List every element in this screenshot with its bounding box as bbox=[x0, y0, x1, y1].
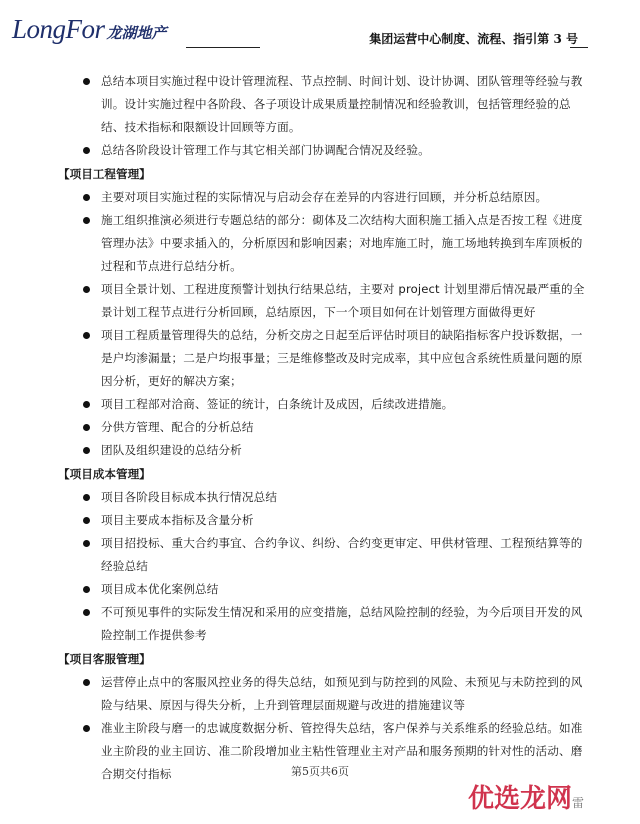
list-item-text: 准业主阶段与磨一的忠诚度数据分析、管控得失总结，客户保养与关系维系的经验总结。如准业主阶段的业主回访、准二阶段增加业主粘性管理业主对产品和服务预期的针对性的活动、磨合期交付指标 bbox=[101, 721, 583, 781]
list-item-text: 总结本项目实施过程中设计管理流程、节点控制、时间计划、设计协调、团队管理等经验与教训。设计实施过程中各阶段、各子项设计成果质量控制情况和经验教训，包括管理经验的总结、技术指标和限额设计回顾等方面。 bbox=[101, 74, 583, 134]
bullet-icon bbox=[83, 447, 90, 454]
list-item bbox=[58, 139, 590, 162]
document-body bbox=[58, 70, 590, 786]
list-item-text: 项目工程部对洽商、签证的统计，白条统计及成因，后续改进措施。 bbox=[101, 397, 454, 411]
bullet-icon bbox=[83, 78, 90, 85]
logo-latin-text: LongFor bbox=[12, 14, 105, 44]
list-item bbox=[58, 70, 590, 139]
longfor-logo bbox=[12, 14, 167, 45]
list-item bbox=[58, 416, 590, 439]
bullet-icon bbox=[83, 194, 90, 201]
list-item-text: 项目主要成本指标及含量分析 bbox=[101, 513, 254, 527]
list-item bbox=[58, 671, 590, 717]
page-number: 第5页共6页 bbox=[291, 765, 349, 778]
header-underline-right bbox=[570, 47, 588, 48]
bullet-icon bbox=[83, 494, 90, 501]
list-item bbox=[58, 532, 590, 578]
bullet-icon bbox=[83, 586, 90, 593]
bullet-icon bbox=[83, 147, 90, 154]
list-item-text: 主要对项目实施过程的实际情况与启动会存在差异的内容进行回顾，并分析总结原因。 bbox=[101, 190, 548, 204]
page-header bbox=[0, 0, 640, 62]
list-item bbox=[58, 278, 590, 324]
list-item bbox=[58, 509, 590, 532]
watermark-text: 优选龙网 bbox=[468, 784, 573, 814]
section-heading: 【项目工程管理】 bbox=[58, 167, 151, 181]
document-title: 集团运营中心制度、流程、指引第 3 号 bbox=[369, 32, 578, 46]
bullet-icon bbox=[83, 609, 90, 616]
list-item-text: 运营停止点中的客服风控业务的得失总结，如预见到与防控到的风险、未预见与未防控到的风险与结果、原因与得失分析，上升到管理层面规避与改进的措施建议等 bbox=[101, 675, 583, 712]
bullet-icon bbox=[83, 217, 90, 224]
list-item bbox=[58, 486, 590, 509]
list-item-text: 团队及组织建设的总结分析 bbox=[101, 443, 242, 457]
section-heading: 【项目客服管理】 bbox=[58, 652, 151, 666]
list-item-text: 分供方管理、配合的分析总结 bbox=[101, 420, 254, 434]
bullet-icon bbox=[83, 424, 90, 431]
logo-chinese-text: 龙湖地产 bbox=[106, 24, 167, 42]
section-heading: 【项目成本管理】 bbox=[58, 467, 151, 481]
site-watermark bbox=[468, 778, 584, 815]
list-item-text: 不可预见事件的实际发生情况和采用的应变措施，总结风险控制的经验，为今后项目开发的风险控制工作提供参考 bbox=[101, 605, 583, 642]
bullet-icon bbox=[83, 725, 90, 732]
header-underline-left bbox=[186, 47, 260, 48]
list-item bbox=[58, 393, 590, 416]
bullet-icon bbox=[83, 332, 90, 339]
list-item bbox=[58, 601, 590, 647]
list-item-text: 项目成本优化案例总结 bbox=[101, 582, 219, 596]
bullet-icon bbox=[83, 517, 90, 524]
bullet-icon bbox=[83, 286, 90, 293]
list-item bbox=[58, 209, 590, 278]
bullet-icon bbox=[83, 540, 90, 547]
bullet-icon bbox=[83, 679, 90, 686]
list-item-text: 项目工程质量管理得失的总结，分析交房之日起至后评估时项目的缺陷指标客户投诉数据，一是户均渗漏量；二是户均报事量；三是维修整改及时完成率，其中应包含系统性质量问题的原因分析，更好的解决方案； bbox=[101, 328, 583, 388]
sections-container bbox=[58, 162, 590, 786]
intro-list bbox=[58, 70, 590, 162]
bullet-icon bbox=[83, 401, 90, 408]
list-item-text: 项目全景计划、工程进度预警计划执行结果总结，主要对 project 计划里滞后情况最严重的全景计划工程节点进行分析回顾，总结原因，下一个项目如何在计划管理方面做得更好 bbox=[101, 282, 585, 319]
list-item-text: 施工组织推演必须进行专题总结的部分：砌体及二次结构大面积施工插入点是否按工程《进度管理办法》中要求插入的，分析原因和影响因素；对地库施工时，施工场地转换到车库顶板的过程和节点进行总结分析。 bbox=[101, 213, 583, 273]
watermark-suffix: 雷 bbox=[572, 796, 585, 810]
list-item bbox=[58, 439, 590, 462]
list-item bbox=[58, 324, 590, 393]
list-item-text: 总结各阶段设计管理工作与其它相关部门协调配合情况及经验。 bbox=[101, 143, 430, 157]
list-item bbox=[58, 186, 590, 209]
list-item bbox=[58, 578, 590, 601]
list-item-text: 项目招投标、重大合约事宜、合约争议、纠纷、合约变更审定、甲供材管理、工程预结算等的经验总结 bbox=[101, 536, 583, 573]
list-item-text: 项目各阶段目标成本执行情况总结 bbox=[101, 490, 278, 504]
